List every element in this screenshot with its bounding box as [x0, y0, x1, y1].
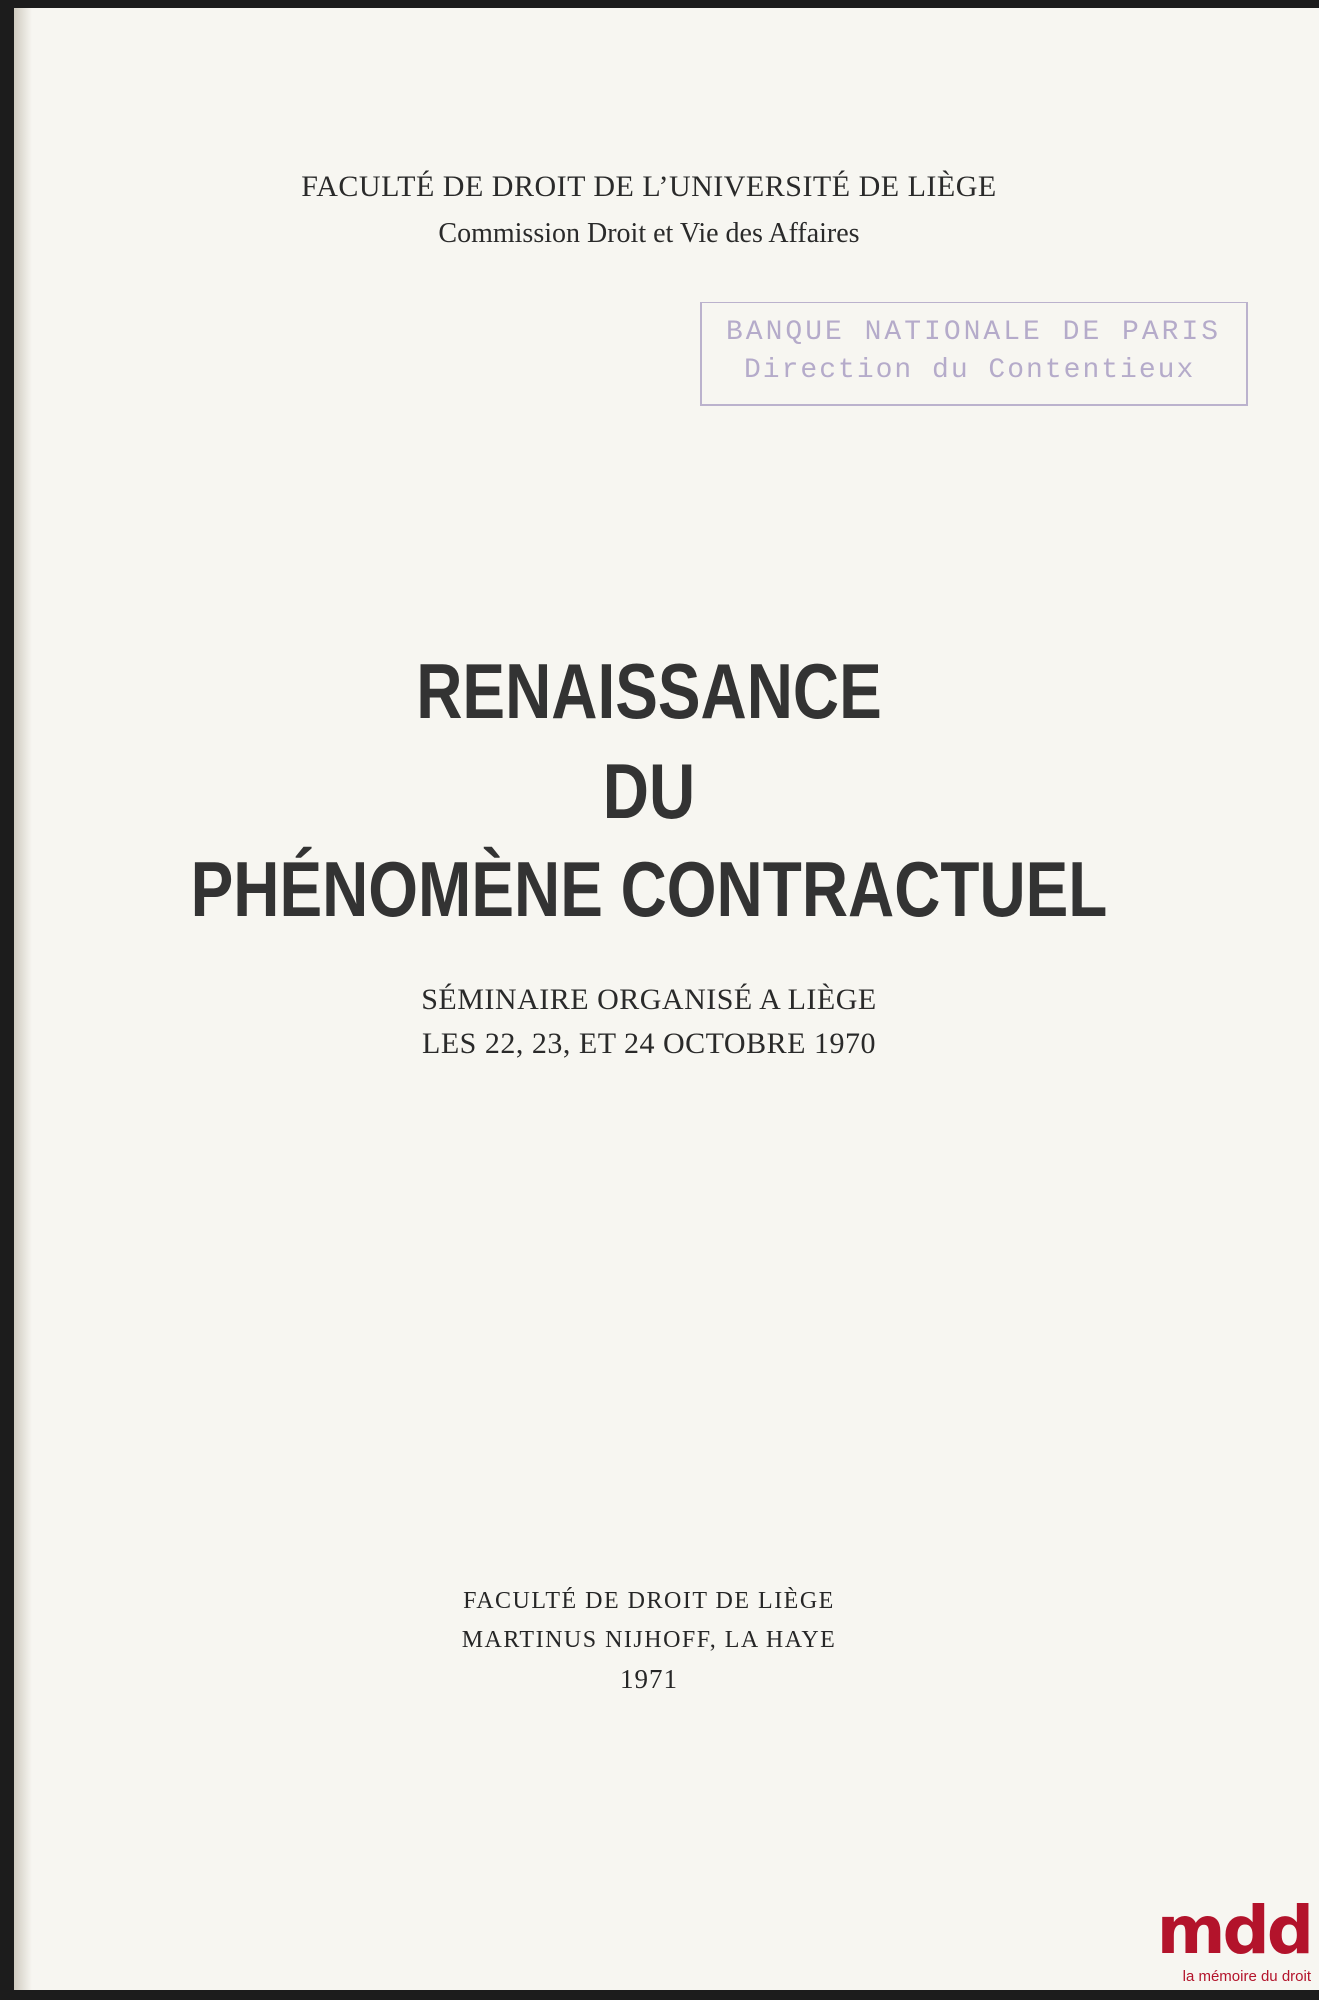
mdd-logo-mark: mdd [1156, 1892, 1311, 1969]
seminar-dates: LES 22, 23, ET 24 OCTOBRE 1970 [422, 1027, 876, 1060]
title-line-1: RENAISSANCE [416, 647, 882, 735]
publication-year: 1971 [620, 1664, 678, 1694]
stamp-line-2: Direction du Contentieux [744, 355, 1196, 386]
publisher-faculty: FACULTÉ DE DROIT DE LIÈGE [463, 1588, 835, 1614]
seminar-description: SÉMINAIRE ORGANISÉ A LIÈGE [421, 983, 877, 1016]
title-line-3: PHÉNOMÈNE CONTRACTUEL [190, 845, 1108, 933]
library-stamp [700, 302, 1248, 406]
title-line-2: DU [602, 747, 696, 835]
stamp-line-1: BANQUE NATIONALE DE PARIS [726, 317, 1222, 348]
mdd-logo-tagline: la mémoire du droit [1182, 1968, 1311, 1985]
publisher-name: MARTINUS NIJHOFF, LA HAYE [461, 1627, 837, 1653]
institution-heading: FACULTÉ DE DROIT DE L’UNIVERSITÉ DE LIÈGE [301, 170, 997, 203]
mdd-logo [1153, 1892, 1313, 1990]
commission-name: Commission Droit et Vie des Affaires [438, 218, 860, 249]
book-title-page [14, 8, 1319, 1990]
